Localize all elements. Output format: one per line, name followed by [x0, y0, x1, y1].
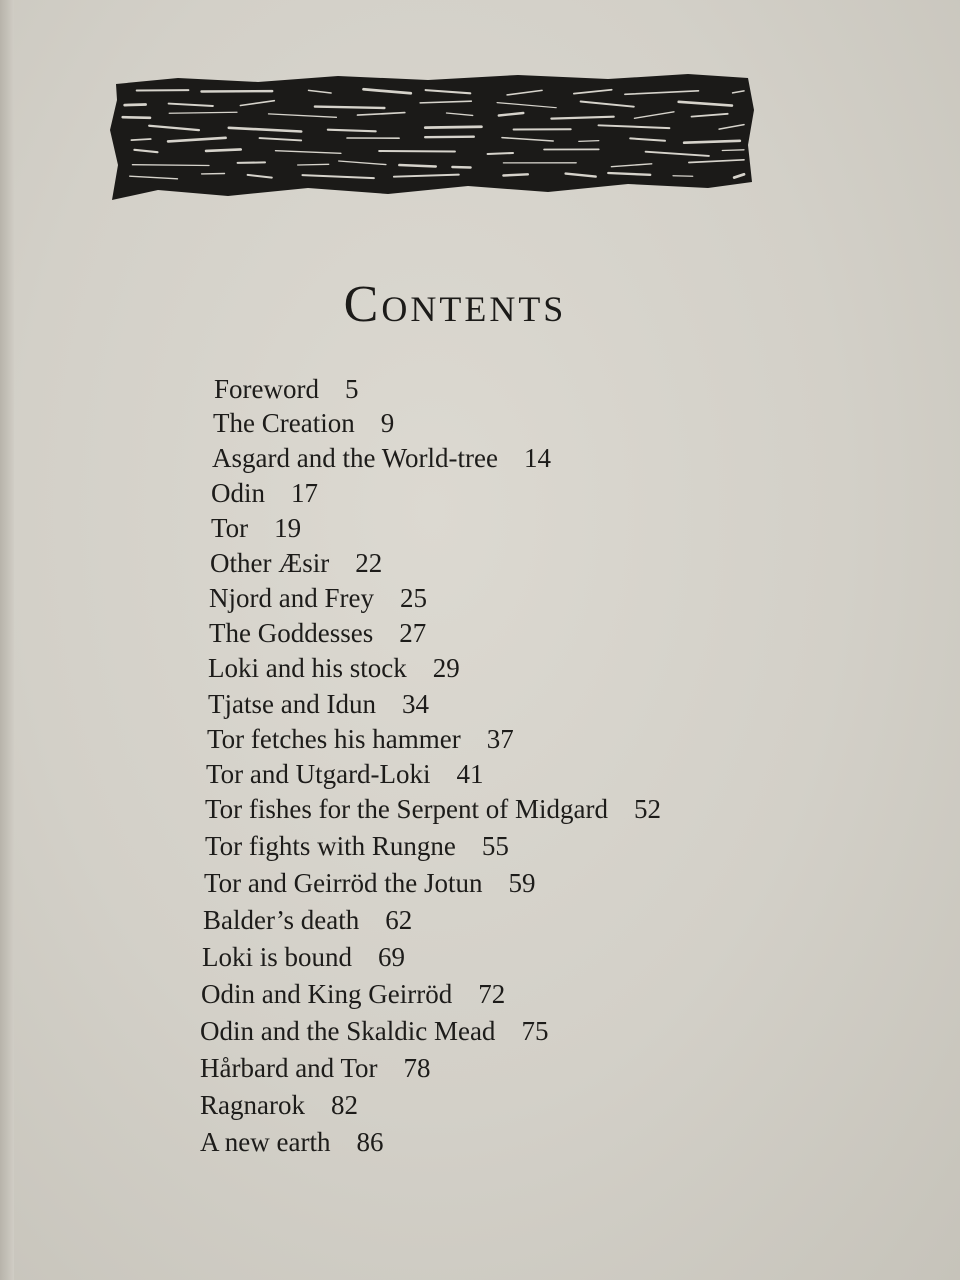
woodcut-ornament — [108, 70, 756, 205]
toc-entry — [204, 866, 536, 900]
toc-entry — [208, 651, 460, 685]
page-number: 86 — [356, 1127, 384, 1157]
chapter-title: Balder’s death — [203, 905, 360, 935]
chapter-title: Odin — [211, 478, 265, 508]
toc-entry — [201, 977, 505, 1011]
page-number: 14 — [523, 443, 551, 473]
page-number: 55 — [481, 831, 509, 861]
toc-entry — [205, 829, 509, 863]
page-number: 17 — [291, 478, 318, 508]
woodcut-stroke — [579, 141, 599, 142]
woodcut-stroke — [673, 176, 693, 177]
chapter-title: Tor — [211, 513, 249, 543]
toc-entry — [207, 722, 514, 756]
chapter-title: The Creation — [213, 408, 355, 438]
chapter-title: Odin and the Skaldic Mead — [200, 1016, 496, 1046]
toc-entry — [203, 903, 412, 937]
page-number: 5 — [344, 374, 359, 404]
chapter-title: Ragnarok — [200, 1090, 305, 1120]
woodcut-stroke — [684, 141, 740, 143]
woodcut-stroke — [503, 174, 527, 175]
toc-entry — [213, 406, 394, 440]
page-number: 22 — [355, 548, 383, 578]
woodcut-stroke — [488, 153, 513, 154]
page-number: 41 — [456, 759, 484, 789]
page-number: 34 — [401, 689, 429, 719]
toc-entry — [214, 372, 358, 406]
toc-entry — [208, 687, 429, 721]
chapter-title: Loki and his stock — [208, 653, 407, 683]
chapter-title: Tor and Geirröd the Jotun — [204, 868, 483, 898]
toc-entry — [202, 940, 405, 974]
page-number: 82 — [330, 1090, 358, 1120]
woodcut-stroke — [298, 164, 329, 165]
chapter-title: Loki is bound — [202, 942, 353, 972]
woodcut-stroke — [206, 149, 241, 151]
page-number: 52 — [634, 794, 662, 824]
chapter-title: Tor fetches his hammer — [207, 724, 461, 754]
woodcut-stroke — [399, 165, 435, 167]
page-title: Contents — [343, 275, 567, 333]
toc-entry — [206, 757, 484, 791]
page-number: 72 — [478, 979, 506, 1009]
woodcut-stroke — [131, 139, 150, 140]
page-number: 62 — [385, 905, 413, 935]
page-number: 78 — [403, 1053, 431, 1083]
toc-entry — [205, 792, 661, 826]
toc-entry — [211, 511, 301, 545]
page-number: 37 — [486, 724, 514, 754]
woodcut-stroke — [238, 162, 265, 163]
toc-entry — [212, 441, 551, 475]
toc-entry — [210, 546, 382, 580]
toc-entry — [211, 476, 318, 510]
page-number: 9 — [380, 408, 395, 438]
toc-entry — [200, 1125, 383, 1159]
page-edge-shadow — [0, 0, 14, 1280]
page-number: 69 — [378, 942, 406, 972]
chapter-title: Tor and Utgard-Loki — [206, 759, 431, 789]
woodcut-stroke — [425, 137, 474, 138]
page-number: 75 — [521, 1016, 549, 1046]
toc-entry — [209, 581, 427, 615]
toc-entry — [209, 616, 426, 650]
chapter-title: Other Æsir — [210, 548, 330, 578]
toc-entry — [200, 1088, 358, 1122]
chapter-title: Odin and King Geirröd — [201, 979, 453, 1009]
toc-entry — [200, 1014, 548, 1048]
page-number: 27 — [399, 618, 427, 648]
page-number: 25 — [399, 583, 427, 613]
chapter-title: Asgard and the World-tree — [212, 443, 498, 473]
chapter-title: Hårbard and Tor — [200, 1053, 378, 1083]
page-number: 19 — [274, 513, 302, 543]
woodcut-stroke — [425, 127, 481, 128]
woodcut-stroke — [132, 165, 209, 166]
chapter-title: Tor fights with Rungne — [205, 831, 456, 861]
toc-entry — [200, 1051, 431, 1085]
chapter-title: A new earth — [200, 1127, 331, 1157]
chapter-title: Njord and Frey — [209, 583, 374, 613]
woodcut-stroke — [379, 151, 455, 152]
page-number: 29 — [432, 653, 460, 683]
woodcut-stroke — [315, 107, 385, 108]
woodcut-stroke — [452, 167, 470, 168]
chapter-title: Foreword — [214, 374, 319, 404]
page-number: 59 — [508, 868, 536, 898]
chapter-title: Tjatse and Idun — [208, 689, 376, 719]
woodcut-stroke — [123, 117, 150, 118]
chapter-title: The Goddesses — [209, 618, 374, 648]
chapter-title: Tor fishes for the Serpent of Midgard — [205, 794, 609, 824]
woodcut-stroke — [125, 105, 146, 106]
woodcut-stroke — [722, 150, 744, 151]
